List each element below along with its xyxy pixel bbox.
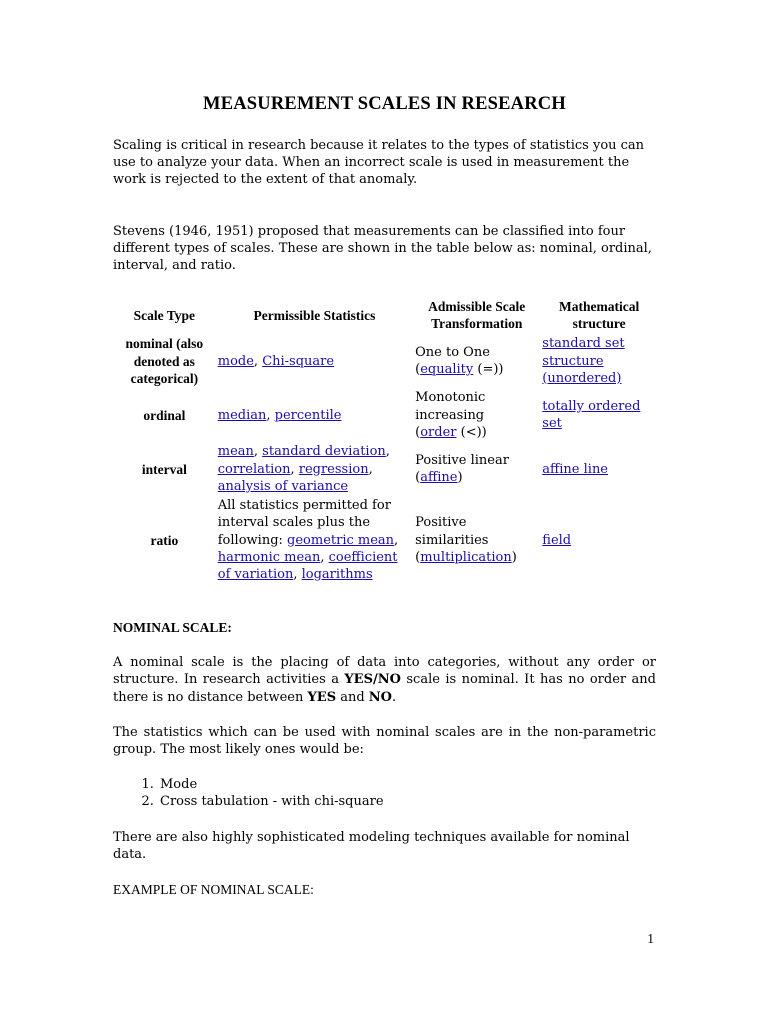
scale-type-cell: ordinal <box>143 407 186 423</box>
separator: , <box>320 549 329 565</box>
transformation-text: Monotonic increasing <box>415 390 486 423</box>
statistics-cell <box>216 442 413 496</box>
link-mode[interactable]: mode <box>217 353 254 369</box>
list-item: 1. Mode <box>158 776 656 793</box>
header-admissible-transformation: Admissible Scale Transformation <box>428 299 526 332</box>
document-title: MEASUREMENT SCALES IN RESEARCH <box>203 94 566 114</box>
scales-table <box>113 296 658 584</box>
link-logarithms[interactable]: logarithms <box>301 567 373 583</box>
separator: , <box>266 407 275 423</box>
bold-yes-no: YES/NO <box>344 672 401 688</box>
transformation-cell <box>413 442 540 496</box>
separator: , <box>394 532 399 548</box>
structure-cell <box>540 496 658 584</box>
transformation-text: Positive similarities <box>415 515 489 548</box>
link-chi-square[interactable]: Chi-square <box>262 353 335 369</box>
paren: ) <box>511 549 517 565</box>
text-run: A nominal scale is the placing of data into categories, without any order or structure. In research activities a <box>113 655 656 688</box>
link-affine-line[interactable]: affine line <box>542 461 609 477</box>
link-order[interactable]: order <box>420 424 457 440</box>
paren: ( <box>415 470 421 486</box>
text-run: . <box>392 689 397 705</box>
link-totally-ordered-set[interactable]: totally ordered set <box>542 399 641 432</box>
transformation-text: Positive linear <box>415 453 509 469</box>
intro-paragraph: Scaling is critical in research because it relates to the types of statistics you can use to analyze your data. When an incorrect scale is used in measurement the work is rejected to the extent of that anomaly. <box>113 138 645 188</box>
statistics-list <box>113 776 656 810</box>
table-row <box>113 334 658 388</box>
list-item: 2. Cross tabulation - with chi-square <box>158 793 656 810</box>
statistics-cell <box>216 334 413 388</box>
link-percentile[interactable]: percentile <box>274 407 342 423</box>
stevens-paragraph: Stevens (1946, 1951) proposed that measurements can be classified into four different types of scales. These are shown in the table below as: nominal, ordinal, interval, and ratio. <box>113 223 652 274</box>
table-header-row <box>113 296 658 334</box>
transformation-cell <box>413 388 540 442</box>
document-page <box>113 90 656 898</box>
transformation-text: One to One <box>415 345 490 361</box>
statistics-cell <box>216 496 413 584</box>
bold-yes: YES <box>307 689 337 705</box>
link-harmonic-mean[interactable]: harmonic mean <box>217 549 321 565</box>
structure-cell <box>540 334 658 388</box>
link-coefficient-of-variation[interactable]: coefficient of variation <box>217 549 398 583</box>
link-median[interactable]: median <box>217 407 267 423</box>
statistics-text: All statistics permitted for interval scales plus the following: <box>217 498 391 548</box>
header-permissible-statistics: Permissible Statistics <box>253 307 376 323</box>
separator: , <box>293 567 302 583</box>
page-number: 1 <box>647 931 654 946</box>
separator: , <box>253 444 263 460</box>
nominal-paragraph <box>113 654 656 706</box>
link-standard-deviation[interactable]: standard deviation <box>262 444 386 460</box>
link-affine[interactable]: affine <box>420 470 458 486</box>
table-row <box>113 496 658 584</box>
modeling-paragraph: There are also highly sophisticated modeling techniques available for nominal data. <box>113 829 630 862</box>
text-run: and <box>336 689 369 705</box>
link-standard-set-structure[interactable]: standard set structure (unordered) <box>542 336 625 386</box>
paren: (=)) <box>473 362 504 378</box>
table-row <box>113 442 658 496</box>
separator: , <box>385 444 390 460</box>
paren: (<)) <box>456 424 487 440</box>
paren: ( <box>415 424 421 440</box>
table-row <box>113 388 658 442</box>
paren: ) <box>457 470 463 486</box>
scale-type-cell: ratio <box>150 532 179 548</box>
bold-no: NO <box>368 689 393 705</box>
header-scale-type: Scale Type <box>133 307 196 323</box>
scale-type-cell: nominal (also denoted as categorical) <box>125 336 204 386</box>
link-correlation[interactable]: correlation <box>217 461 291 477</box>
paren: ( <box>415 362 421 378</box>
transformation-cell <box>413 334 540 388</box>
link-multiplication[interactable]: multiplication <box>420 549 512 565</box>
link-equality[interactable]: equality <box>420 362 474 378</box>
separator: , <box>253 353 263 369</box>
separator: , <box>368 461 373 477</box>
link-regression[interactable]: regression <box>298 461 369 477</box>
scale-type-cell: interval <box>141 461 187 477</box>
example-heading: EXAMPLE OF NOMINAL SCALE: <box>113 882 314 898</box>
link-geometric-mean[interactable]: geometric mean <box>287 532 395 548</box>
structure-cell <box>540 442 658 496</box>
statistics-cell <box>216 388 413 442</box>
link-mean[interactable]: mean <box>217 444 254 460</box>
structure-cell <box>540 388 658 442</box>
statistics-paragraph: The statistics which can be used with nominal scales are in the non-parametric group. The most likely ones would be: <box>113 724 656 758</box>
separator: , <box>290 461 299 477</box>
header-mathematical-structure: Mathematical structure <box>559 299 640 332</box>
link-analysis-of-variance[interactable]: analysis of variance <box>217 478 349 494</box>
link-field[interactable]: field <box>542 532 572 548</box>
paren: ( <box>415 549 421 565</box>
nominal-scale-heading: NOMINAL SCALE: <box>113 620 232 636</box>
transformation-cell <box>413 496 540 584</box>
text-run: scale is nominal. It has no order and there is no distance between <box>113 672 657 705</box>
